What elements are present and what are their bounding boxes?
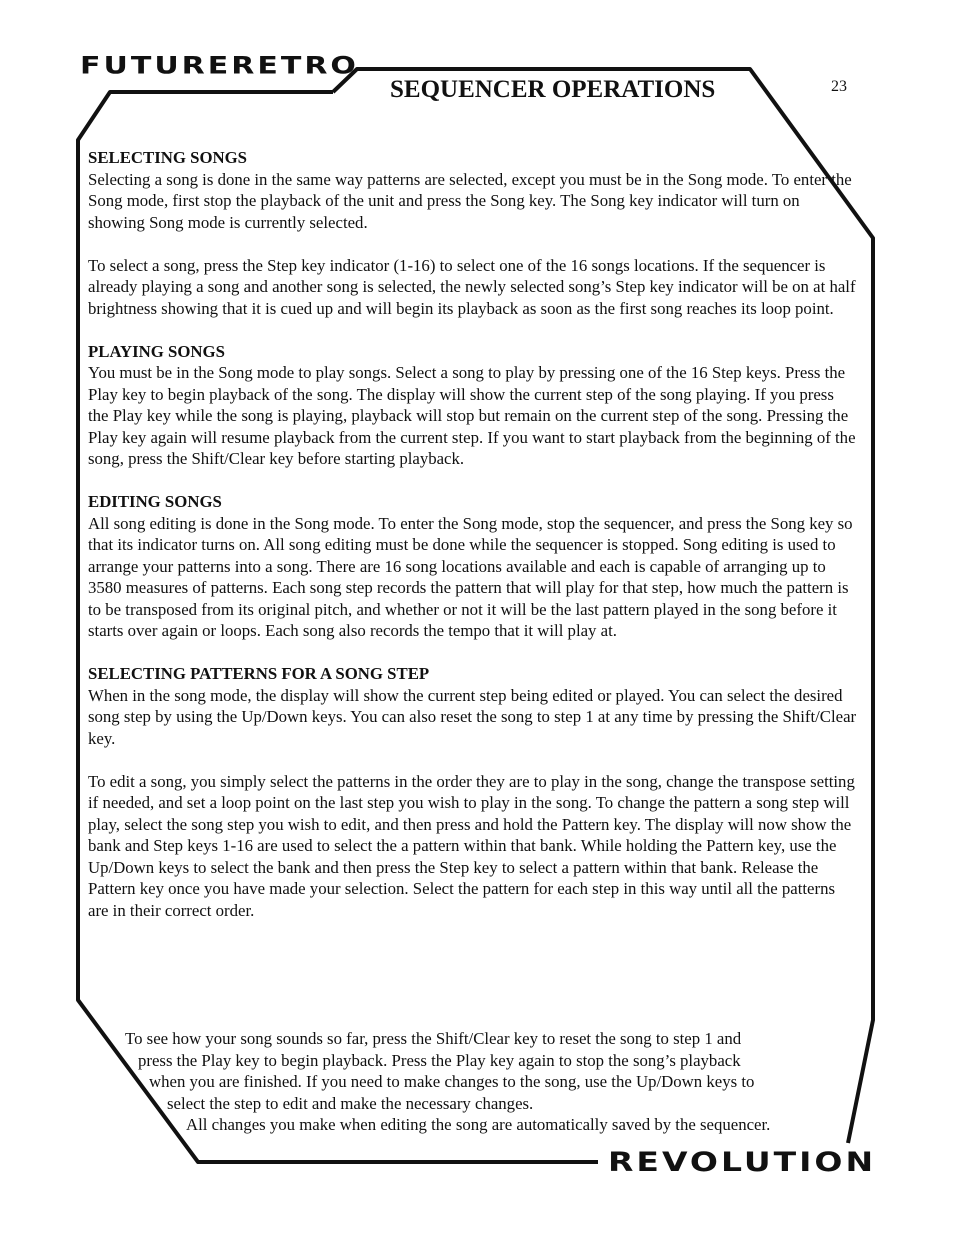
closing-line: All changes you make when editing the song are automatically saved by the sequencer.: [186, 1115, 771, 1134]
paragraph: You must be in the Song mode to play songs. Select a song to play by pressing one of the 16 Step keys. Press the Play key to begin playback of the song. The display will show the current step of the song playing. If you press the Play key while the song is playing, playback will stop but remain on the current step of the song. Pressing the Play key again will resume playback from the current step. If you want to start playback from the beginning of the song, press the Shift/Clear key before starting playback.: [88, 363, 856, 468]
page-number: 23: [831, 78, 847, 95]
section-selecting-songs: [88, 147, 858, 319]
page-title: SEQUENCER OPERATIONS: [390, 76, 716, 103]
paragraph: When in the song mode, the display will show the current step being edited or played. You can select the desired song step by using the Up/Down keys. You can also reset the song to step 1 at any time by pressing the Shift/Clear key.: [88, 685, 857, 748]
revolution-logo: REVOLUTION: [608, 1146, 877, 1178]
section-heading: SELECTING PATTERNS FOR A SONG STEP: [88, 664, 430, 683]
section-heading: PLAYING SONGS: [88, 341, 225, 361]
futureretro-logo: FUTURERETRO: [80, 52, 359, 80]
paragraph: To select a song, press the Step key indicator (1-16) to select one of the 16 songs locations. If the sequencer is already playing a song and another song is selected, the newly selected song’s Step key indicator will be on at half brightness showing that it is cued up and will begin its playback as soon as the first song reaches its loop point.: [88, 255, 856, 318]
section-heading: SELECTING SONGS: [88, 148, 248, 167]
document-body: [88, 147, 858, 943]
section-heading: EDITING SONGS: [88, 492, 222, 511]
section-selecting-patterns: [88, 663, 858, 921]
closing-line: select the step to edit and make the necessary changes.: [167, 1094, 534, 1113]
section-editing-songs: [88, 491, 858, 642]
closing-line: when you are finished. If you need to make changes to the song, use the Up/Down keys to: [149, 1072, 755, 1091]
section-playing-songs: [88, 341, 858, 470]
paragraph: Selecting a song is done in the same way patterns are selected, except you must be in the Song mode. To enter the Song mode, first stop the playback of the unit and press the Song key. The Song key indicator will turn on showing Song mode is currently selected.: [88, 169, 852, 232]
closing-line: To see how your song sounds so far, press the Shift/Clear key to reset the song to step 1 and: [125, 1029, 742, 1048]
paragraph: To edit a song, you simply select the patterns in the order they are to play in the song, change the transpose setting if needed, and set a loop point on the last step you wish to play in the song. To change the pattern a song step will play, select the song step you wish to edit, and then press and hold the Pattern key. The display will now show the bank and Step keys 1-16 are used to select the a pattern within that bank. While holding the Pattern key, use the Up/Down keys to select the bank and then press the Step key to select a pattern within that bank. Release the Pattern key once you have made your selection. Select the pattern for each step in this way until all the patterns are in their correct order.: [88, 771, 855, 920]
closing-line: press the Play key to begin playback. Press the Play key again to stop the song’s playback: [138, 1051, 741, 1070]
paragraph: All song editing is done in the Song mode. To enter the Song mode, stop the sequencer, and press the Song key so that its indicator turns on. All song editing must be done while the sequencer is stopped. Song editing is used to arrange your patterns into a song. There are 16 song locations available and each is capable of arranging up to 3580 measures of patterns. Each song step records the pattern that will play for that step, how much the pattern is to be transposed from its original pitch, and whether or not it will be the last pattern played in the song before it starts over again or loops. Each song also records the tempo that it will play at.: [88, 513, 853, 640]
